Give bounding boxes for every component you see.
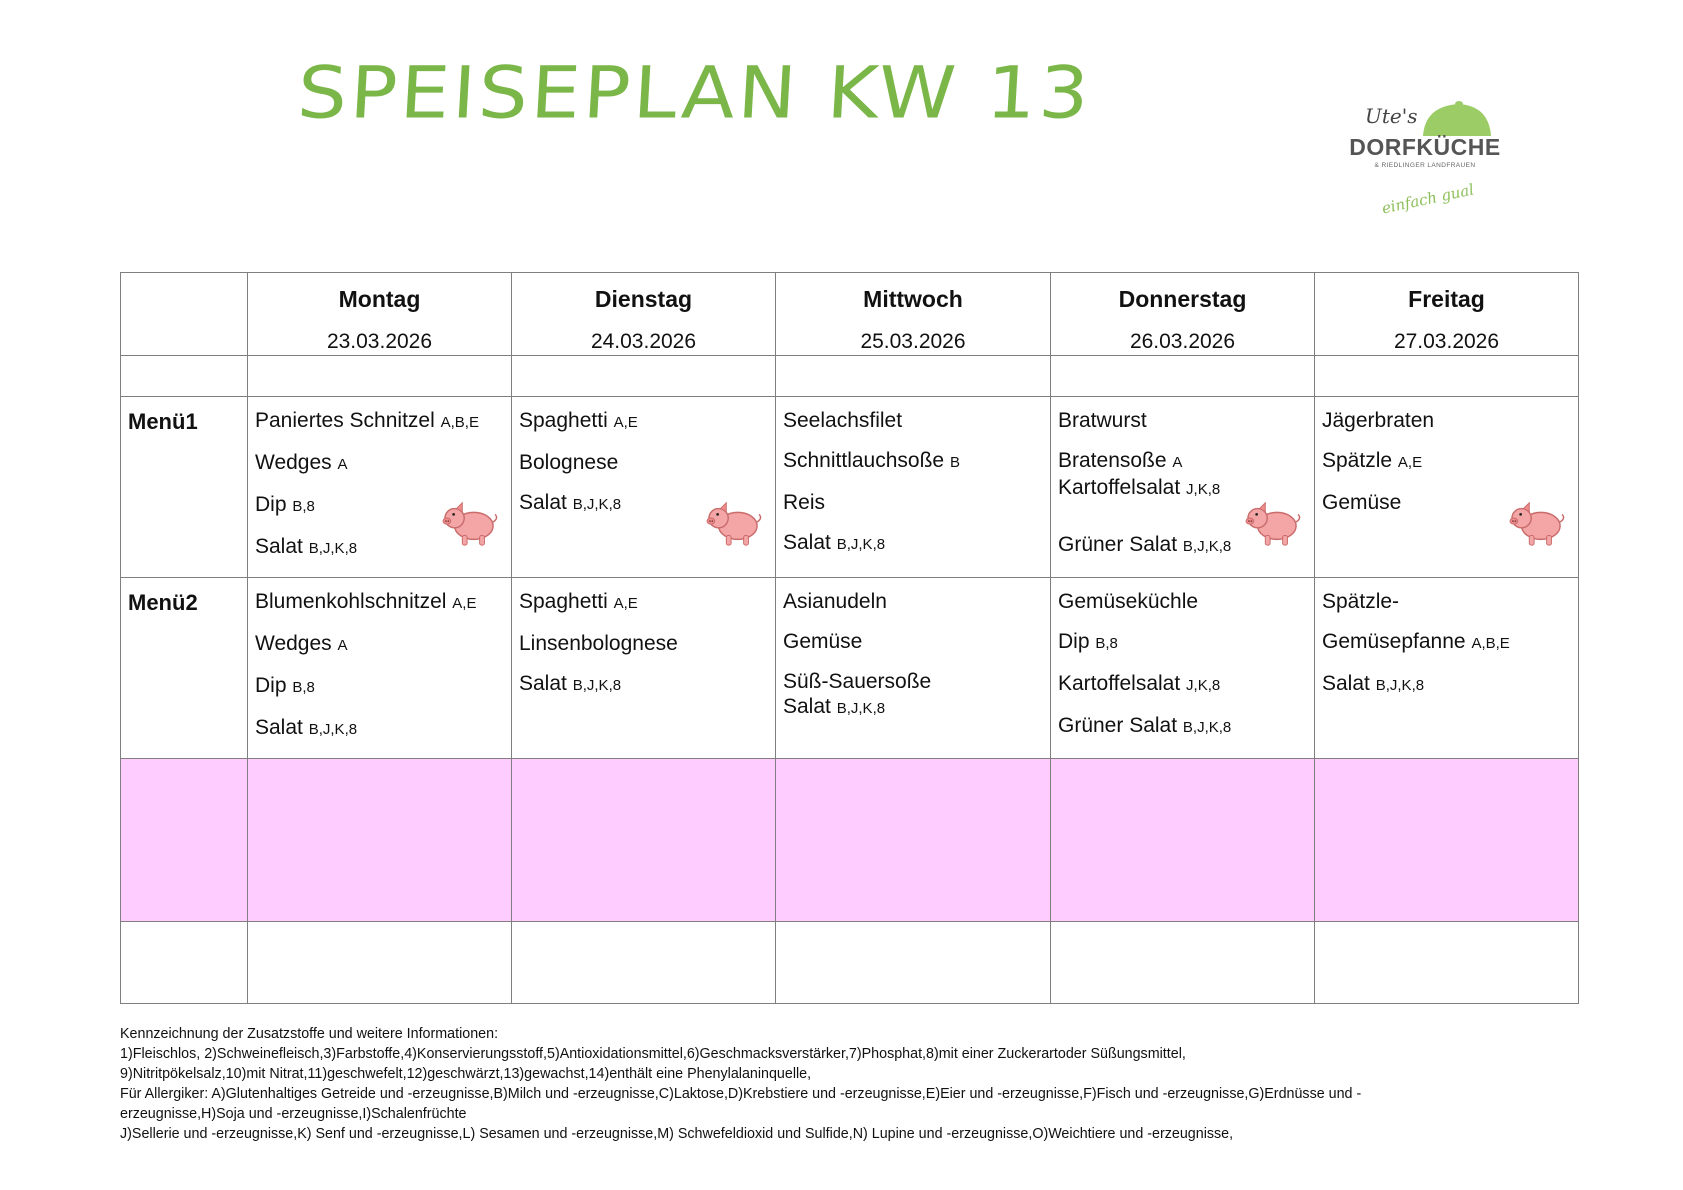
menu-cell — [1051, 578, 1315, 759]
dish-name: Grüner Salat — [1058, 533, 1178, 556]
footnote-line: 9)Nitritpökelsalz,10)mit Nitrat,11)geschwefelt,12)geschwärzt,13)gewachst,14)enthält eine Phenylalaninquelle, — [120, 1066, 812, 1082]
pig-icon — [705, 497, 763, 549]
allergen-codes: B,J,K,8 — [1182, 538, 1232, 555]
allergen-codes: B,8 — [292, 498, 315, 515]
dish-item — [783, 409, 1050, 433]
dish-item — [783, 670, 1050, 694]
allergen-codes: A — [337, 637, 348, 654]
dish-name: Süß-Sauersoße — [783, 670, 932, 693]
dish-name: Gemüse — [1322, 491, 1402, 514]
dish-name: Grüner Salat — [1058, 714, 1178, 737]
allergen-codes: B — [949, 454, 960, 471]
allergen-codes: B,J,K,8 — [836, 700, 886, 717]
dish-name: Blumenkohlschnitzel — [255, 590, 447, 613]
menu-cell — [248, 578, 512, 759]
dish-item — [1058, 449, 1314, 475]
allergen-codes: B,J,K,8 — [308, 721, 358, 738]
dish-name: Spaghetti — [519, 409, 608, 432]
dish-name: Salat — [519, 672, 567, 695]
menu-cell — [776, 578, 1051, 759]
menu-cell — [1315, 397, 1579, 578]
pig-icon — [1244, 497, 1302, 549]
dish-item — [519, 672, 775, 698]
dish-item — [519, 451, 775, 475]
dish-list — [776, 397, 1050, 557]
allergen-codes: J,K,8 — [1186, 481, 1221, 498]
dish-name: Spätzle — [1322, 449, 1393, 472]
dish-item — [1058, 590, 1314, 614]
allergen-codes: A,B,E — [1471, 635, 1510, 652]
dish-name: Bratwurst — [1058, 409, 1147, 432]
empty-cell — [512, 922, 776, 1004]
empty-row — [121, 922, 1579, 1004]
allergen-codes: A,E — [613, 595, 638, 612]
day-name: Dienstag — [594, 286, 693, 312]
dish-item — [783, 491, 1050, 515]
dish-name: Gemüseküchle — [1058, 590, 1199, 613]
dish-name: Salat — [783, 531, 831, 554]
allergen-codes: B,J,K,8 — [308, 540, 358, 557]
header-row — [121, 273, 1579, 356]
dish-name: Wedges — [255, 632, 332, 655]
day-header — [1315, 273, 1579, 356]
dish-name: Salat — [255, 535, 303, 558]
dish-item — [783, 590, 1050, 614]
dish-name: Kartoffelsalat — [1058, 672, 1181, 695]
day-date: 25.03.2026 — [860, 330, 966, 353]
dish-item — [783, 531, 1050, 557]
allergen-codes: B,J,K,8 — [1375, 677, 1425, 694]
day-name: Donnerstag — [1118, 286, 1247, 312]
day-name: Mittwoch — [863, 286, 963, 312]
dish-name: Schnittlauchsoße — [783, 449, 945, 472]
dish-list — [1315, 578, 1578, 698]
menu-cell — [512, 578, 776, 759]
menu-cell — [512, 397, 776, 578]
allergen-codes: B,8 — [1095, 635, 1118, 652]
day-date: 27.03.2026 — [1393, 330, 1500, 353]
dish-item — [1058, 714, 1314, 740]
allergen-codes: A — [1172, 454, 1183, 471]
dish-name: Bolognese — [519, 451, 619, 474]
dish-item — [1058, 409, 1314, 433]
pig-icon — [441, 497, 499, 549]
allergen-codes: A,B,E — [440, 414, 479, 431]
highlight-row — [121, 759, 1579, 922]
dish-name: Paniertes Schnitzel — [255, 409, 435, 432]
dish-name: Reis — [783, 491, 826, 514]
dish-item — [1322, 409, 1578, 433]
allergen-codes: A,E — [1397, 454, 1423, 471]
empty-cell — [1051, 922, 1315, 1004]
footnote-line: erzeugnisse,H)Soja und -erzeugnisse,I)Schalenfrüchte — [120, 1106, 467, 1122]
spacer-row — [121, 356, 1579, 397]
pig-icon — [1508, 497, 1566, 549]
menu-table — [120, 272, 1579, 1004]
menu-cell — [248, 397, 512, 578]
day-header — [512, 273, 776, 356]
empty-cell — [1315, 922, 1579, 1004]
logo-subline: & RIEDLINGER LANDFRAUEN — [1374, 162, 1476, 169]
allergen-codes: B,J,K,8 — [836, 536, 886, 553]
empty-cell — [776, 922, 1051, 1004]
dish-item — [1058, 672, 1314, 698]
logo-script-bottom: einfach gual — [1380, 180, 1476, 218]
menu-cell — [776, 397, 1051, 578]
dish-item — [1058, 630, 1314, 656]
footnote-line: J)Sellerie und -erzeugnisse,K) Senf und -erzeugnisse,L) Sesamen und -erzeugnisse,M) Schwefeldioxid und Sulfide,N) Lupine und -erzeugnisse,O)Weichtiere und -erzeugnisse, — [120, 1126, 1234, 1142]
empty-cell — [512, 759, 776, 922]
dish-name: Salat — [1322, 672, 1370, 695]
dish-item — [519, 590, 775, 616]
logo-script-top: Ute's — [1365, 104, 1418, 128]
day-header — [1051, 273, 1315, 356]
dish-item — [255, 409, 511, 435]
dish-item — [783, 630, 1050, 654]
dish-item — [519, 632, 775, 656]
empty-cell — [776, 356, 1051, 397]
dish-name: Dip — [255, 674, 287, 697]
day-date: 26.03.2026 — [1129, 330, 1236, 353]
dish-name: Wedges — [255, 451, 332, 474]
empty-cell — [1051, 759, 1315, 922]
menu-label: Menü1 — [121, 397, 248, 578]
dish-name: Salat — [519, 491, 567, 514]
dish-item — [1322, 449, 1578, 475]
empty-cell — [121, 759, 248, 922]
dish-name: Jägerbraten — [1322, 409, 1435, 432]
dish-name: Dip — [1058, 630, 1090, 653]
dish-item — [255, 632, 511, 658]
empty-cell — [1315, 356, 1579, 397]
empty-cell — [248, 922, 512, 1004]
dish-item — [1322, 672, 1578, 698]
day-header — [248, 273, 512, 356]
menu-row — [121, 397, 1579, 578]
dish-item — [519, 409, 775, 435]
footnotes — [120, 1024, 1540, 1144]
dish-item — [255, 590, 511, 616]
logo-brand: DORFKÜCHE — [1349, 134, 1501, 160]
dish-name: Gemüsepfanne — [1322, 630, 1466, 653]
dish-list — [512, 578, 775, 698]
empty-cell — [121, 922, 248, 1004]
menu-cell — [1051, 397, 1315, 578]
empty-cell — [121, 356, 248, 397]
dish-name: Asianudeln — [783, 590, 887, 613]
empty-cell — [512, 356, 776, 397]
dish-list — [1051, 578, 1314, 740]
dish-item — [1322, 590, 1578, 614]
menu-cell — [1315, 578, 1579, 759]
dish-name: Spätzle- — [1322, 590, 1400, 613]
empty-cell — [776, 759, 1051, 922]
day-name: Freitag — [1408, 286, 1485, 312]
footnote-line: 1)Fleischlos, 2)Schweinefleisch,3)Farbstoffe,4)Konservierungsstoff,5)Antioxidationsmittel,6)Geschmacksverstärker,7)Phosphat,8)mit einer Zuckerartoder Süßungsmittel, — [120, 1046, 1186, 1062]
allergen-codes: J,K,8 — [1186, 677, 1221, 694]
dish-name: Bratensoße — [1058, 449, 1167, 472]
dish-name: Dip — [255, 493, 287, 516]
dish-name: Kartoffelsalat — [1058, 476, 1181, 499]
empty-cell — [248, 759, 512, 922]
dish-list — [248, 578, 511, 742]
dish-item — [783, 695, 1050, 721]
empty-cell — [248, 356, 512, 397]
dish-item — [255, 451, 511, 477]
dish-name: Gemüse — [783, 630, 863, 653]
dish-list — [776, 578, 1050, 721]
allergen-codes: A,E — [452, 595, 477, 612]
dish-name: Linsenbolognese — [519, 632, 678, 655]
menu-label: Menü2 — [121, 578, 248, 759]
dish-item — [1322, 630, 1578, 656]
allergen-codes: B,J,K,8 — [1182, 719, 1232, 736]
allergen-codes: B,J,K,8 — [572, 496, 622, 513]
footnote-line: Kennzeichnung der Zusatzstoffe und weitere Informationen: — [120, 1026, 499, 1042]
dish-item — [255, 674, 511, 700]
dish-item — [255, 716, 511, 742]
corner-cell — [121, 273, 248, 356]
allergen-codes: A — [337, 456, 348, 473]
dish-name: Spaghetti — [519, 590, 608, 613]
empty-cell — [1315, 759, 1579, 922]
dish-name: Salat — [255, 716, 303, 739]
dish-name: Salat — [783, 695, 831, 718]
allergen-codes: A,E — [613, 414, 638, 431]
day-name: Montag — [338, 286, 421, 312]
allergen-codes: B,J,K,8 — [572, 677, 622, 694]
day-date: 24.03.2026 — [590, 330, 697, 353]
dish-name: Seelachsfilet — [783, 409, 903, 432]
allergen-codes: B,8 — [292, 679, 315, 696]
day-header — [776, 273, 1051, 356]
dish-item — [783, 449, 1050, 475]
footnote-line: Für Allergiker: A)Glutenhaltiges Getreide und -erzeugnisse,B)Milch und -erzeugnisse,C)Laktose,D)Krebstiere und -erzeugnisse,E)Eier und -erzeugnisse,F)Fisch und -erzeugnisse,G)Erdnüsse und - — [120, 1086, 1362, 1102]
day-date: 23.03.2026 — [326, 330, 433, 353]
page-title: SPEISEPLAN KW 13 — [295, 52, 1094, 135]
empty-cell — [1051, 356, 1315, 397]
menu-row — [121, 578, 1579, 759]
dorfkueche-logo — [1345, 100, 1510, 230]
